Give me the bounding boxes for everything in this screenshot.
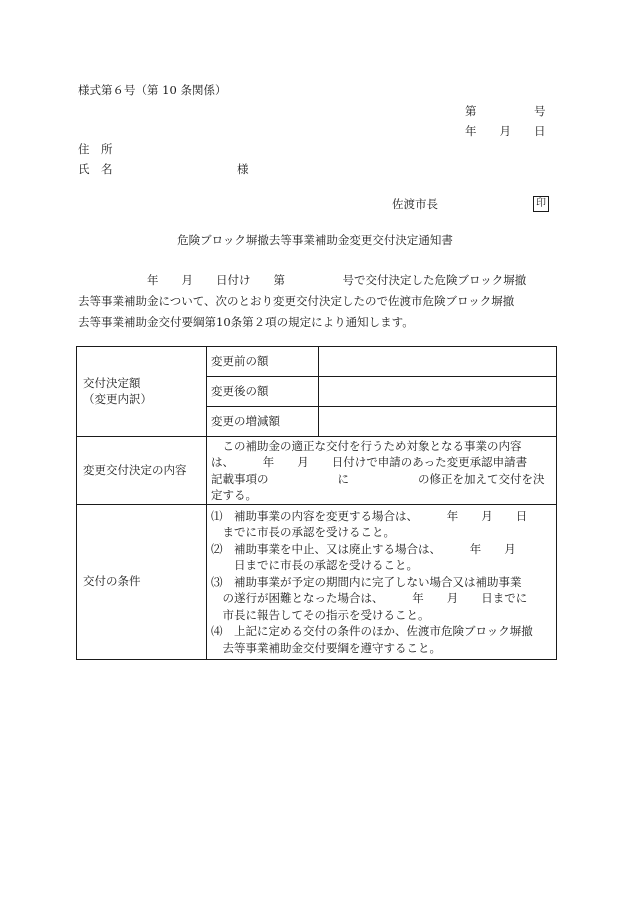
notice-body-line: 去等事業補助金について、次のとおり変更交付決定したので佐渡市危険ブロック塀撤: [78, 294, 515, 308]
condition-line: ⑷ 上記に定める交付の条件のほか、佐渡市危険ブロック塀撤: [211, 624, 533, 639]
condition-line: ⑵ 補助事業を中止、又は廃止する場合は、 年 月: [211, 541, 516, 556]
granted-amount-label-line1: 交付決定額: [83, 375, 141, 390]
amount-before-label: 変更前の額: [207, 347, 319, 377]
recipient-address-label: 住 所: [78, 142, 113, 156]
grant-conditions-text: [207, 505, 557, 660]
amount-before-value: [319, 347, 557, 377]
notice-body-line: 年 月 日付け 第 号で交付決定した危険ブロック塀撤: [78, 273, 527, 287]
condition-line: までに市長の承認を受けること。: [211, 525, 395, 540]
notice-body: [78, 270, 558, 333]
condition-line: 市長に報告してその指示を受けること。: [211, 607, 430, 622]
document-title: 危険ブロック塀撤去等事業補助金変更交付決定通知書: [177, 233, 453, 247]
honorific: 様: [237, 162, 249, 176]
granted-amount-label: [77, 347, 207, 437]
sender-title: 佐渡市長: [392, 197, 438, 211]
condition-line: ⑴ 補助事業の内容を変更する場合は、 年 月 日: [211, 508, 528, 523]
condition-line: ⑶ 補助事業が予定の期間内に完了しない場合又は補助事業: [211, 574, 522, 589]
condition-line: の遂行が困難となった場合は、 年 月 日までに: [211, 591, 528, 606]
decision-content-label: 変更交付決定の内容: [77, 437, 207, 505]
granted-amount-label-line2: （変更内訳）: [83, 391, 152, 406]
decision-table: [76, 346, 557, 660]
condition-line: 去等事業補助金交付要綱を遵守すること。: [211, 640, 441, 655]
form-number: 様式第６号（第 10 条関係）: [78, 83, 227, 97]
amount-after-value: [319, 377, 557, 407]
condition-line: 日までに市長の承認を受けること。: [211, 558, 418, 573]
recipient-name-label: 氏 名: [78, 162, 113, 176]
decision-content-text: [207, 437, 557, 505]
seal-mark: 印: [533, 196, 549, 212]
amount-change-label: 変更の増減額: [207, 407, 319, 437]
decision-content-line: 定する。: [211, 488, 257, 502]
amount-after-label: 変更後の額: [207, 377, 319, 407]
document-number-label: 第 号: [465, 104, 546, 118]
notice-body-line: 去等事業補助金交付要綱第10条第２項の規定により通知します。: [78, 315, 414, 329]
amount-change-value: [319, 407, 557, 437]
grant-conditions-label: 交付の条件: [77, 505, 207, 660]
decision-content-line: この補助金の適正な交付を行うため対象となる事業の内容: [211, 438, 522, 453]
issue-date-label: 年 月 日: [465, 124, 546, 138]
decision-content-line: は、 年 月 日付けで申請のあった変更承認申請書: [211, 455, 528, 469]
decision-content-line: 記載事項の に の修正を加えて交付を決: [211, 471, 545, 486]
